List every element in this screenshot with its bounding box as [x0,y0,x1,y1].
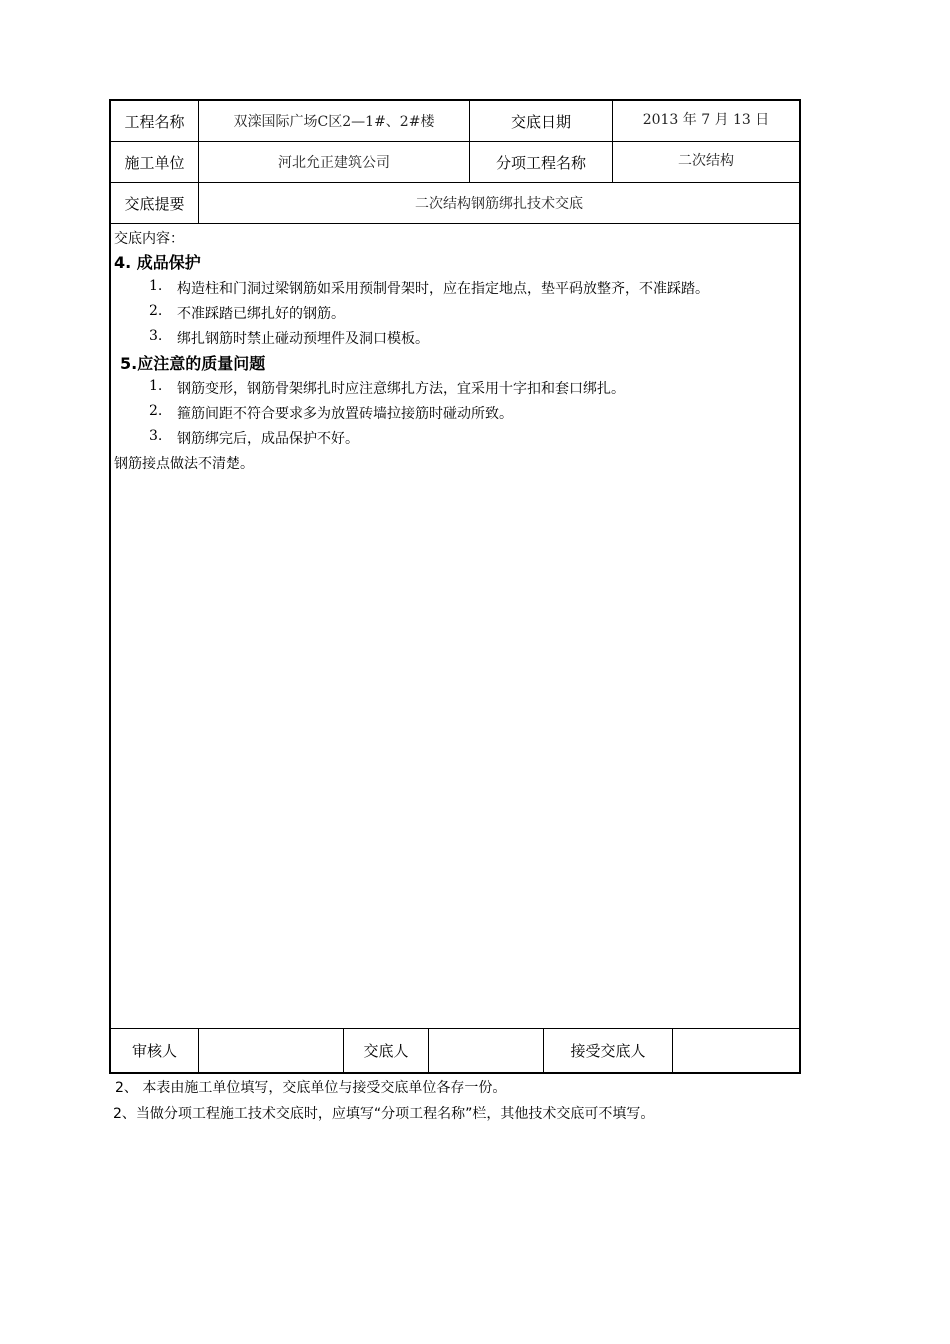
section-4-item-2-text: 不准踩踏已绑扎好的钢筋。 [177,306,345,322]
section-4-item-1-text: 构造柱和门洞过梁钢筋如采用预制骨架时，应在指定地点，垫平码放整齐，不准踩踏。 [177,281,709,297]
section-5-item-3-text: 钢筋绑完后，成品保护不好。 [177,431,359,447]
section-5-item-2-num: 2. [149,403,163,419]
discloser-label: 交底人 [344,1029,429,1072]
project-name-value: 双滦国际广场C区2—1#、2#楼 [199,101,470,141]
disclosure-form [109,99,801,1074]
receiver-label: 接受交底人 [544,1029,673,1072]
section-5-item-1-text: 钢筋变形，钢筋骨架绑扎时应注意绑扎方法，宜采用十字扣和套口绑扎。 [177,381,625,397]
reviewer-label: 审核人 [111,1029,199,1072]
receiver-field[interactable] [673,1029,799,1072]
footnote-2: 2、当做分项工程施工技术交底时，应填写“分项工程名称”栏，其他技术交底可不填写。 [113,1106,655,1122]
date-value: 2013 年 7 月 13 日 [642,112,770,128]
contractor-value: 河北允正建筑公司 [199,142,470,182]
section-4-item-2-num: 2. [149,303,163,319]
trailing-text: 钢筋接点做法不清楚。 [114,456,254,472]
signature-row [111,1029,799,1072]
discloser-field[interactable] [429,1029,544,1072]
section-4-title: 4. 成品保护 [114,253,201,272]
section-4-item-3-text: 绑扎钢筋时禁止碰动预埋件及洞口模板。 [177,331,429,347]
sub-project-label: 分项工程名称 [470,142,613,182]
header-row-contractor [111,142,799,183]
header-row-summary [111,183,799,224]
summary-value: 二次结构钢筋绑扎技术交底 [415,196,583,212]
section-4-item-3-num: 3. [149,328,163,344]
header-row-project [111,101,799,142]
summary-label: 交底提要 [111,183,199,223]
date-label: 交底日期 [470,101,613,141]
content-intro: 交底内容： [114,231,184,247]
section-5-item-3-num: 3. [149,428,163,444]
footnote-1: 2、 本表由施工单位填写，交底单位与接受交底单位各存一份。 [115,1080,507,1096]
section-5-title: 5.应注意的质量问题 [120,354,266,373]
contractor-label: 施工单位 [111,142,199,182]
disclosure-content [111,224,799,1029]
reviewer-field[interactable] [199,1029,344,1072]
sub-project-value: 二次结构 [678,153,734,169]
section-5-item-2-text: 箍筋间距不符合要求多为放置砖墙拉接筋时碰动所致。 [177,406,513,422]
section-5-item-1-num: 1. [149,378,163,394]
section-4-item-1-num: 1. [149,278,163,294]
project-name-label: 工程名称 [111,101,199,141]
